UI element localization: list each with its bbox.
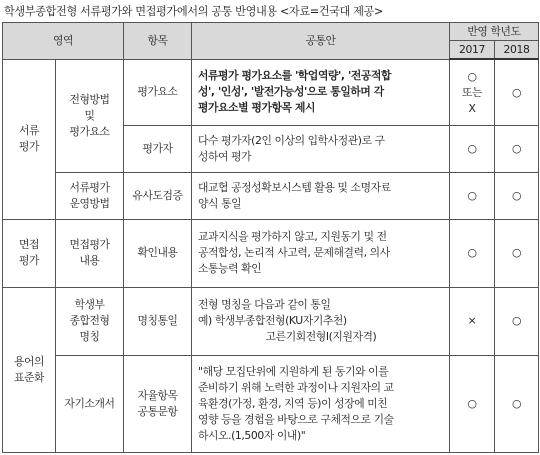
item-cell: 확인내용 xyxy=(124,219,192,287)
table-row xyxy=(3,59,539,125)
y2017-cell: × xyxy=(450,287,495,355)
sub-area-name: 학생부 종합전형 명칭 xyxy=(56,287,124,355)
sub-area-operation: 서류평가 운영방법 xyxy=(56,172,124,219)
header-year-group: 반영 학년도 xyxy=(450,23,539,41)
header-2018: 2018 xyxy=(495,41,539,60)
common-cell: 교과지식을 평가하지 않고, 지원동기 및 전 공적합성, 논리적 사고력, 문제해결력, 의사 소통능력 확인 xyxy=(192,219,450,287)
table-caption: 학생부종합전형 서류평가와 면접평가에서의 공통 반영내용 <자료=건국대 제공> xyxy=(4,5,383,18)
table-row xyxy=(3,172,539,219)
item-cell: 유사도검증 xyxy=(124,172,192,219)
admission-table xyxy=(2,22,539,453)
y2017-cell: ○ xyxy=(450,125,495,172)
y2017-cell: ○ xyxy=(450,355,495,452)
item-cell: 자율항목 공통문항 xyxy=(124,355,192,452)
sub-area-method: 전형방법 및 평가요소 xyxy=(56,59,124,172)
y2018-cell: ○ xyxy=(495,219,539,287)
y2018-cell: ○ xyxy=(495,172,539,219)
common-cell: 서류평가 평가요소를 '학업역량', '전공적합 성', '인성', '발전가능성'으로 통일하며 각 평가요소별 평가항목 제시 xyxy=(192,59,450,125)
area-interview-eval: 면접 평가 xyxy=(3,219,56,287)
item-cell: 명칭통일 xyxy=(124,287,192,355)
y2018-cell: ○ xyxy=(495,125,539,172)
common-cell: 다수 평가자(2인 이상의 입학사정관)로 구 성하여 평가 xyxy=(192,125,450,172)
item-cell: 평가자 xyxy=(124,125,192,172)
y2018-cell: ○ xyxy=(495,355,539,452)
sub-area-interview: 면접평가 내용 xyxy=(56,219,124,287)
sub-area-self-intro: 자기소개서 xyxy=(56,355,124,452)
table-row xyxy=(3,287,539,355)
y2017-cell: ○ xyxy=(450,172,495,219)
item-cell: 평가요소 xyxy=(124,59,192,125)
common-cell: 대교협 공정성확보시스템 활용 및 소명자료 양식 통일 xyxy=(192,172,450,219)
y2017-cell: ○ xyxy=(450,219,495,287)
y2018-cell: ○ xyxy=(495,59,539,125)
y2017-cell: ○ 또는 X xyxy=(450,59,495,125)
area-term-standardization: 용어의 표준화 xyxy=(3,287,56,452)
table-row xyxy=(3,355,539,452)
header-item: 항목 xyxy=(124,23,192,60)
area-document-eval: 서류 평가 xyxy=(3,59,56,219)
common-cell: "해당 모집단위에 지원하게 된 동기와 이를 준비하기 위해 노력한 과정이나 지원자의 교 육환경(가정, 환경, 지역 등)이 성장에 미친 영향 등을 경험을 바탕으로 구체적으로 기술 하시오.(1,500자 이내)" xyxy=(192,355,450,452)
common-cell: 전형 명칭을 다음과 같이 통일 예) 학생부종합전형(KU자기추천) 고른기회전형Ⅰ(지원자격) xyxy=(192,287,450,355)
table-row xyxy=(3,219,539,287)
y2018-cell: ○ xyxy=(495,287,539,355)
header-2017: 2017 xyxy=(450,41,495,60)
header-area: 영역 xyxy=(3,23,124,60)
header-common: 공통안 xyxy=(192,23,450,60)
